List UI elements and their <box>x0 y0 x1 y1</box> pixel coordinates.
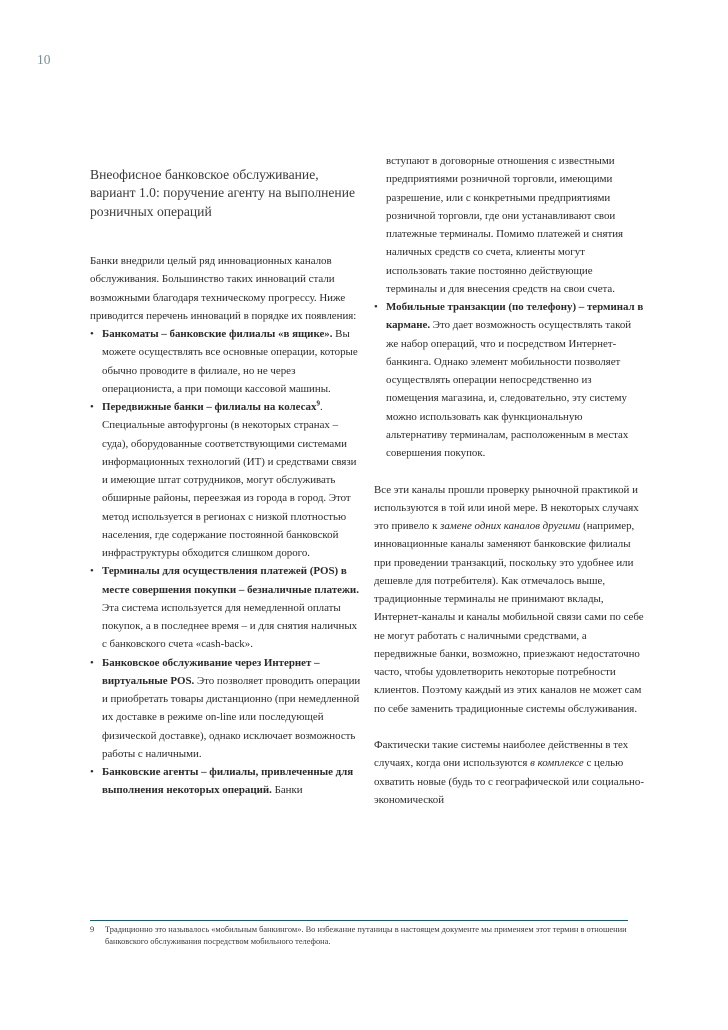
list-item-heading: Банкоматы – банковские филиалы «в ящике». <box>102 328 333 340</box>
list-item-mobile-transactions <box>374 298 646 462</box>
list-item-mobile-branches <box>90 398 362 562</box>
list-item-internet <box>90 654 362 764</box>
list-item-agents <box>90 763 362 800</box>
footnote-text: Традиционно это называлось «мобильным банкингом». Во избежание путаницы в настоящем документе мы применяем этот термин в отношении банковского обслуживания посредством мобильного телефона. <box>105 925 627 946</box>
section-title: Внеофисное банковское обслуживание, вариант 1.0: поручение агенту на выполнение розничных операций <box>90 167 356 219</box>
left-column <box>90 252 362 800</box>
bullet-icon: • <box>90 565 94 578</box>
paragraph-emphasis: замене одних каналов другими <box>440 520 581 532</box>
list-item-pos <box>90 562 362 653</box>
list-item-text: Это позволяет проводить операции и приобретать товары дистанционно (при немедленной их доставке в режиме on-line или последующей физической доставке), однако исключает возможность работы с наличными. <box>102 674 361 760</box>
paragraph-text: с целью охватить новые (будь то с географической или социально-экономической <box>374 757 644 806</box>
footnote-number: 9 <box>90 925 95 934</box>
page-number: 10 <box>37 52 51 67</box>
list-item-continuation: вступают в договорные отношения с известными предприятиями розничной торговли, имеющими разрешение, или с конкретными предприятиями розничной торговли, где они устанавливают свои платежные терминалы. Помимо платежей и снятия наличных средств со счета, клиенты могут использовать такие постоянно действующие терминалы и для внесения средств на свои счета. <box>386 155 624 295</box>
list-item-heading <box>102 401 320 413</box>
bullet-icon: • <box>90 328 94 340</box>
paragraph-emphasis: в комплексе <box>530 757 584 770</box>
list-item-heading-text: Передвижные банки – филиалы на колесах <box>102 401 317 413</box>
list-item-atm <box>90 325 362 398</box>
bullet-icon: • <box>374 301 378 313</box>
paragraph-text: Все эти каналы прошли проверку рыночной практикой и используются в той или иной мере. В некоторых случаях это привело к <box>374 483 639 532</box>
footnote <box>90 924 630 948</box>
innovation-list-continued <box>374 298 646 462</box>
intro-paragraph: Банки внедрили целый ряд инновационных каналов обслуживания. Большинство таких инноваций стали возможными благодаря техническому прогрессу. Ниже приводится перечень инноваций в порядке их появления: <box>90 255 357 322</box>
bullet-icon: • <box>90 656 94 669</box>
list-item-heading: Мобильные транзакции (по телефону) – терминал в кармане. <box>386 301 644 332</box>
list-item-heading: Банковское обслуживание через Интернет – виртуальные POS. <box>102 656 320 687</box>
body-paragraph <box>374 736 646 809</box>
bullet-icon: • <box>90 401 94 413</box>
list-item-text: Вы можете осуществлять все основные операции, которые обычно проводите в филиале, но не через операциониста, а при помощи кассовой машины. <box>102 328 358 395</box>
right-column <box>374 152 646 809</box>
footnote-ref: 9 <box>316 399 320 408</box>
innovation-list <box>90 325 362 800</box>
list-item-text: Эта система используется для немедленной оплаты покупок, а в последнее время – и для снятия наличных с банковского счета «cash-back». <box>102 601 358 651</box>
paragraph-text: Фактически такие системы наиболее действенны в тех случаях, когда они используются <box>374 739 629 770</box>
list-item-heading: Терминалы для осуществления платежей (POS) в месте совершения покупки – безналичные платежи. <box>102 565 359 596</box>
body-paragraph <box>374 481 646 718</box>
list-item-heading: Банковские агенты – филиалы, привлеченные для выполнения некоторых операций. <box>102 766 354 797</box>
list-item-text: . Специальные автофургоны (в некоторых странах – суда), оборудованные соответствующими системами информационных технологий (ИТ) и средствами связи и имеющие штат сотрудников, могут обслуживать обширные районы, переезжая из города в город. Этот метод используется в регионах с низкой плотностью населения, где содержание постоянной банковской инфраструктуры обходится слишком дорого. <box>102 401 357 559</box>
list-item-text: Это дает возможность осуществлять такой же набор операций, что и посредством Интернет-банкинга. Однако элемент мобильности позволяет осуществлять операции непосредственно из помещения магазина, и, следовательно, эту систему можно использовать как функциональную альтернативу терминалам, расположенным в местах совершения покупок. <box>386 319 632 459</box>
list-item-text: Банки <box>271 784 303 797</box>
paragraph-text: (например, инновационные каналы заменяют банковские филиалы при проведении транзакций, поскольку это удобнее или дешевле для потребителя). Как отмечалось выше, традиционные терминалы не принимают вклады, Интернет-каналы и каналы мобильной связи сами по себе не могут работать с наличными средствами, а передвижные банки, возможно, приезжают недостаточно часто, чтобы удовлетворить некоторые потребности клиентов. Поэтому каждый из этих каналов не может сам по себе заменить традиционные системы обслуживания. <box>374 520 644 715</box>
bullet-icon: • <box>90 766 94 778</box>
footnote-divider <box>90 920 628 921</box>
